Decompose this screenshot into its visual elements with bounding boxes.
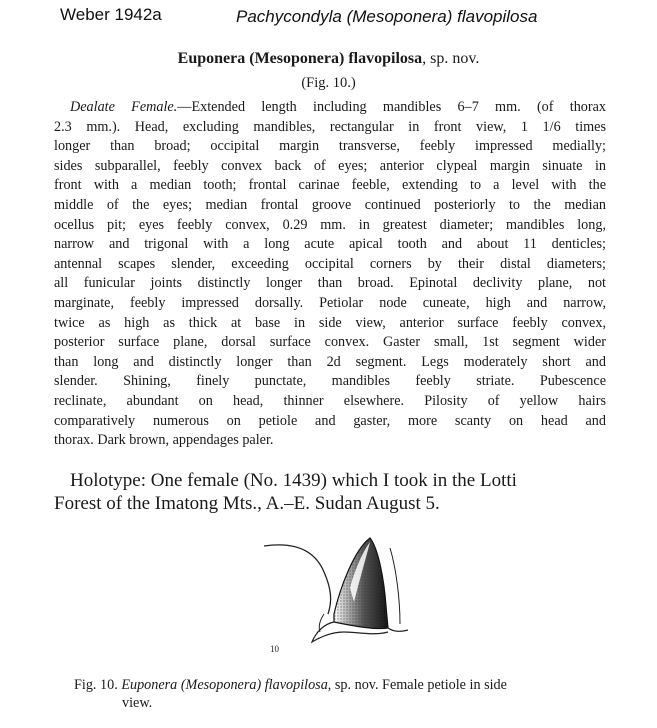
species-title (0, 50, 657, 68)
petiole-illustration (262, 528, 412, 658)
figure-reference: (Fig. 10.) (301, 75, 356, 91)
caption-prefix: Fig. 10. (74, 677, 122, 693)
description-line: reclinate, abundant on head, thinner elsewhere. Pilosity of yellow hairs (54, 392, 606, 409)
description-line: middle of the eyes; median frontal groove continued posteriorly to the median (54, 196, 606, 213)
description-line: posterior surface plane, dorsal surface convex. Gaster small, 1st segment wider (54, 334, 606, 351)
description-line: twice as high as thick at base in side view, anterior surface feebly convex, (54, 314, 606, 331)
species-suffix: , sp. nov. (422, 50, 480, 67)
holotype-line: Forest of the Imatong Mts., A.–E. Sudan August 5. (54, 493, 440, 514)
description-body (54, 98, 606, 451)
caption-species: Euponera (Mesoponera) flavopilosa (121, 677, 328, 693)
figure-number-label: 10 (270, 644, 279, 654)
citation-header: Weber 1942a (60, 5, 162, 24)
description-line: marginate, feebly impressed dorsally. Petiolar node cuneate, high and narrow, (54, 294, 606, 311)
description-line: than long and distinctly longer than 2d segment. Legs moderately short and (54, 353, 606, 370)
caption-text: , sp. nov. Female petiole in side (327, 677, 507, 693)
description-line: narrow and trigonal with a long acute apical tooth and about 11 denticles; (54, 236, 606, 253)
caption-text-continued: view. (122, 695, 153, 711)
epinotum-outline (264, 545, 331, 614)
description-line: antennal scapes slender, exceeding occipital corners by their distal diameters; (54, 255, 606, 272)
description-line: all funicular joints distinctly longer than broad. Epinotal declivity plane, not (54, 275, 606, 292)
figure-caption (74, 676, 626, 712)
caste-lead: Dealate Female. (70, 99, 178, 115)
description-line: front with a median tooth; frontal carinae feeble, extending to a level with the (54, 177, 606, 194)
description-line: Dealate Female.—Extended length including mandibles 6–7 mm. (of thorax (70, 99, 607, 115)
taxon-header: Pachycondyla (Mesoponera) flavopilosa (236, 7, 538, 26)
holotype-statement (54, 469, 606, 515)
holotype-line: Holotype: One female (No. 1439) which I took in the Lotti (70, 470, 517, 491)
description-line: slender. Shining, finely punctate, mandibles feebly striate. Pubescence (54, 373, 606, 390)
description-line: longer than broad; occipital margin transverse, feebly impressed medially; (54, 138, 606, 155)
species-name: Euponera (Mesoponera) flavopilosa (177, 50, 423, 67)
description-line: thorax. Dark brown, appendages paler. (54, 432, 274, 449)
gaster-outline (388, 628, 408, 631)
description-line: ocellus pit; eyes feebly convex, 0.29 mm. in greatest diameter; mandibles long, (54, 216, 606, 233)
description-line: 2.3 mm.). Head, excluding mandibles, rectangular in front view, 1 1/6 times (54, 118, 606, 135)
description-line: comparatively numerous on petiole and gaster, more scanty on head and (54, 412, 606, 429)
description-line: sides subparallel, feebly convex back of eyes; anterior clypeal margin sinuate in (54, 157, 606, 174)
